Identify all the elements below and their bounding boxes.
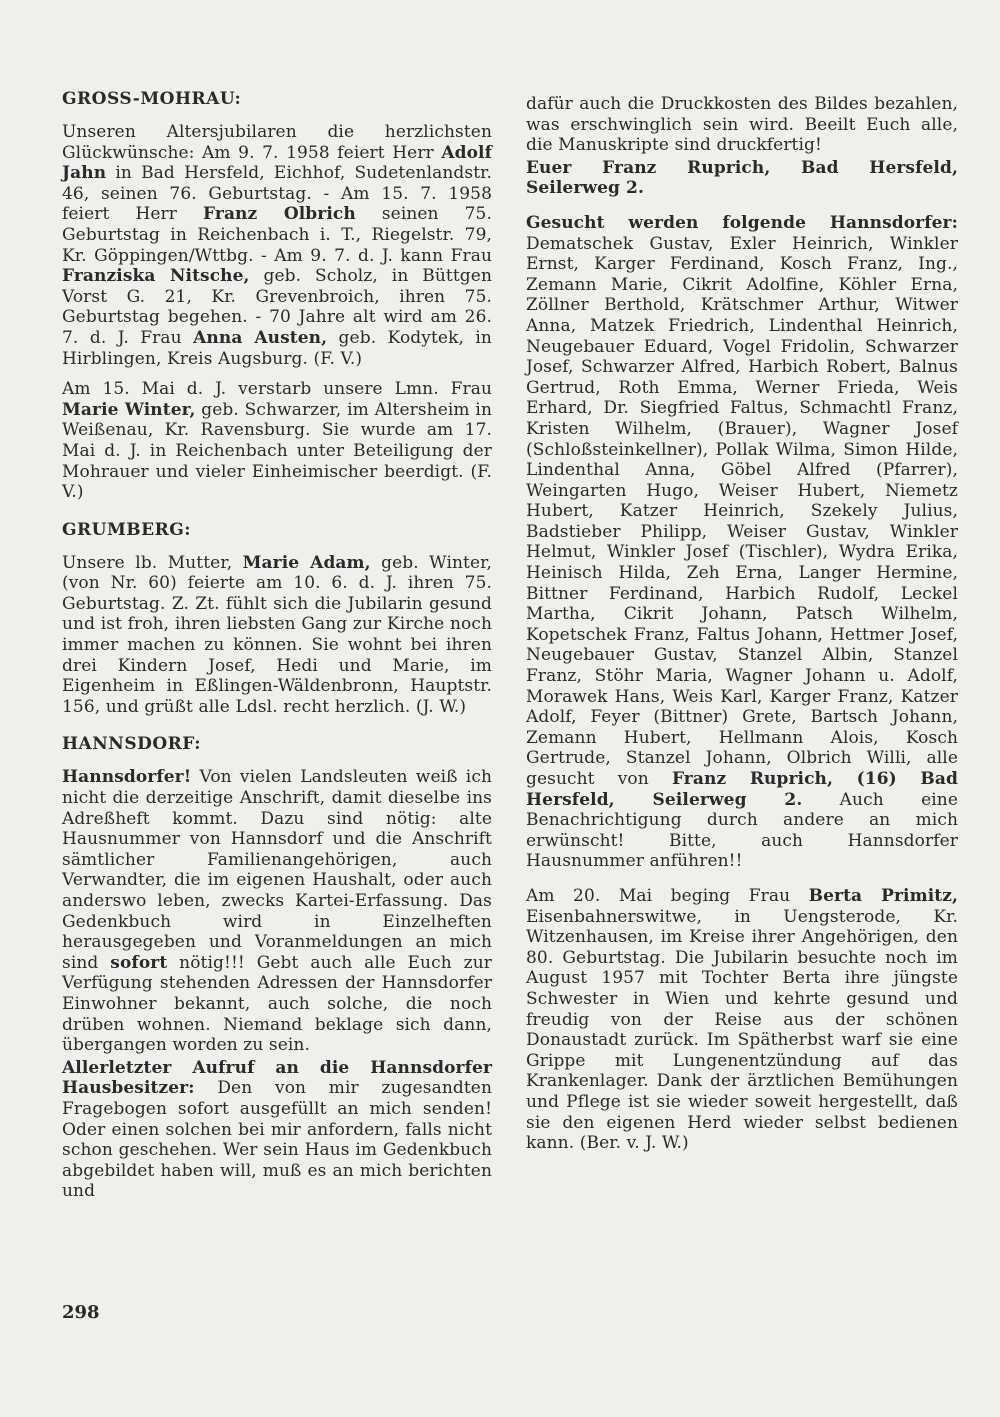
paragraph-grumberg: Unsere lb. Mutter, Marie Adam, geb. Winter, (von Nr. 60) feierte am 10. 6. d. J. ihren 75. Geburtstag. Z. Zt. fühlt sich die Jubilarin gesund und ist froh, ihren liebsten Gang zur Kirche noch immer machen zu können. Sie wohnt bei ihren drei Kindern Josef, Hedi und Marie, im Eigenheim in Eßlingen-Wäldenbronn, Hauptstr. 156, und grüßt alle Ldsl. recht herzlich. (J. W.) <box>62 552 492 717</box>
paragraph-hannsdorf-appeal: Hannsdorfer! Von vielen Landsleuten weiß ich nicht die derzeitige Anschrift, damit dieselbe ins Adreßheft kommt. Dazu sind nötig: alte Hausnummer von Hannsdorf und die Anschrift sämtlicher Familienangehörigen, auch Verwandter, die im eigenen Haushalt, oder auch anderswo leben, zwecks Kartei-Erfassung. Das Gedenkbuch wird in Einzelheften herausgegeben und Voranmeldungen an mich sind sofort nötig!!! Gebt auch alle Euch zur Verfügung stehenden Adressen der Hannsdorfer Einwohner bekannt, auch solche, die noch drüben wohnen. Niemand beklage sich dann, übergangen worden zu sein. <box>62 767 493 1056</box>
heading-hannsdorf: HANNSDORF: <box>62 734 202 755</box>
heading-gross-mohrau: GROSS-MOHRAU: <box>62 89 242 109</box>
paragraph-gross-mohrau-obituary: Am 15. Mai d. J. verstarb unsere Lmn. Frau Marie Winter, geb. Schwarzer, im Altersheim in Weißenau, Kr. Ravensburg. Sie wurde am 17. Mai d. J. in Reichenbach unter Beteiligung der Mohrauer und vieler Einheimischer beerdigt. (F. V.) <box>62 379 492 503</box>
signature-line: Euer Franz Ruprich, Bad Hersfeld, Seilerweg 2. <box>526 157 958 199</box>
page-number: 298 <box>62 1302 100 1323</box>
paragraph-hannsdorf-homeowners: Allerletzter Aufruf an die Hannsdorfer Hausbesitzer: Den von mir zugesandten Fragebogen sofort ausgefüllt an mich senden! Oder einen solchen bei mir anfordern, falls nicht schon geschehen. Wer sein Haus im Gedenkbuch abgebildet haben will, muß es an mich berichten und <box>62 1057 492 1202</box>
paragraph-wanted-persons: Gesucht werden folgende Hannsdorfer: Dematschek Gustav, Exler Heinrich, Winkler Ernst, Karger Ferdinand, Kosch Franz, Ing., Zemann Marie, Cikrit Adolfine, Köhler Erna, Zöllner Berthold, Krätschmer Arthur, Witwer Anna, Matzek Friedrich, Lindenthal Heinrich, Neugebauer Eduard, Vogel Fridolin, Schwarzer Josef, Schwarzer Alfred, Harbich Robert, Balnus Gertrud, Roth Emma, Werner Frieda, Weis Erhard, Dr. Siegfried Faltus, Schmachtl Franz, Kristen Wilhelm, (Brauer), Wagner Josef (Schloßsteinkellner), Pollak Wilma, Simon Hilde, Lindenthal Anna, Göbel Alfred (Pfarrer), Weingarten Hugo, Weiser Hubert, Niemetz Hubert, Katzer Heinrich, Szekely Julius, Badstieber Philipp, Weiser Gustav, Winkler Helmut, Winkler Josef (Tischler), Wydra Erika, Heinisch Hilda, Zeh Erna, Langer Hermine, Bittner Ferdinand, Harbich Rudolf, Leckel Martha, Cikrit Johann, Patsch Wilhelm, Kopetschek Franz, Faltus Johann, Hettmer Josef, Neugebauer Gustav, Stanzel Albin, Stanzel Franz, Stöhr Maria, Wagner Johann u. Adolf, Morawek Hans, Weis Karl, Karger Franz, Katzer Adolf, Feyer (Bittner) Grete, Bartsch Johann, Zemann Hubert, Hellmann Alois, Kosch Gertrude, Stanzel Johann, Olbrich Willi, alle gesucht von Franz Ruprich, (16) Bad Hersfeld, Seilerweg 2. Auch eine Benachrichtigung durch andere an mich erwünscht! Bitte, auch Hannsdorfer Hausnummer anführen!! <box>526 212 959 872</box>
right-column <box>526 94 958 1164</box>
paragraph-gross-mohrau-birthdays: Unseren Altersjubilaren die herzlichsten Glückwünsche: Am 9. 7. 1958 feiert Herr Adolf Jahn in Bad Hersfeld, Eichhof, Sudetenlandstr. 46, seinen 76. Geburtstag. - Am 15. 7. 1958 feiert Herr Franz Olbrich seinen 75. Geburtstag in Reichenbach i. T., Riegelstr. 79, Kr. Göppingen/Wttbg. - Am 9. 7. d. J. kann Frau Franziska Nitsche, geb. Scholz, in Büttgen Vorst G. 21, Kr. Grevenbroich, ihren 75. Geburtstag begehen. - 70 Jahre alt wird am 26. 7. d. J. Frau Anna Austen, geb. Kodytek, in Hirblingen, Kreis Augsburg. (F. V.) <box>62 122 492 369</box>
paragraph-continuation: dafür auch die Druckkosten des Bildes bezahlen, was erschwinglich sein wird. Beeilt Euch alle, die Manuskripte sind druckfertig! <box>526 94 958 156</box>
heading-grumberg: GRUMBERG: <box>62 519 192 540</box>
paragraph-berta-primitz: Am 20. Mai beging Frau Berta Primitz, Eisenbahnerswitwe, in Uengsterode, Kr. Witzenhausen, im Kreise ihrer Angehörigen, den 80. Geburtstag. Die Jubilarin besuchte noch im August 1957 mit Tochter Berta ihre jüngste Schwester in Wien und kehrte gesund und freudig von der Reise aus der schönen Donaustadt zurück. Im Spätherbst warf sie eine Grippe mit Lungenentzündung auf das Krankenlager. Dank der ärztlichen Bemühungen und Pflege ist sie wieder soweit hergestellt, daß sie den eigenen Herd wieder selbst bedienen kann. (Ber. v. J. W.) <box>526 885 958 1154</box>
left-column <box>62 88 492 1212</box>
